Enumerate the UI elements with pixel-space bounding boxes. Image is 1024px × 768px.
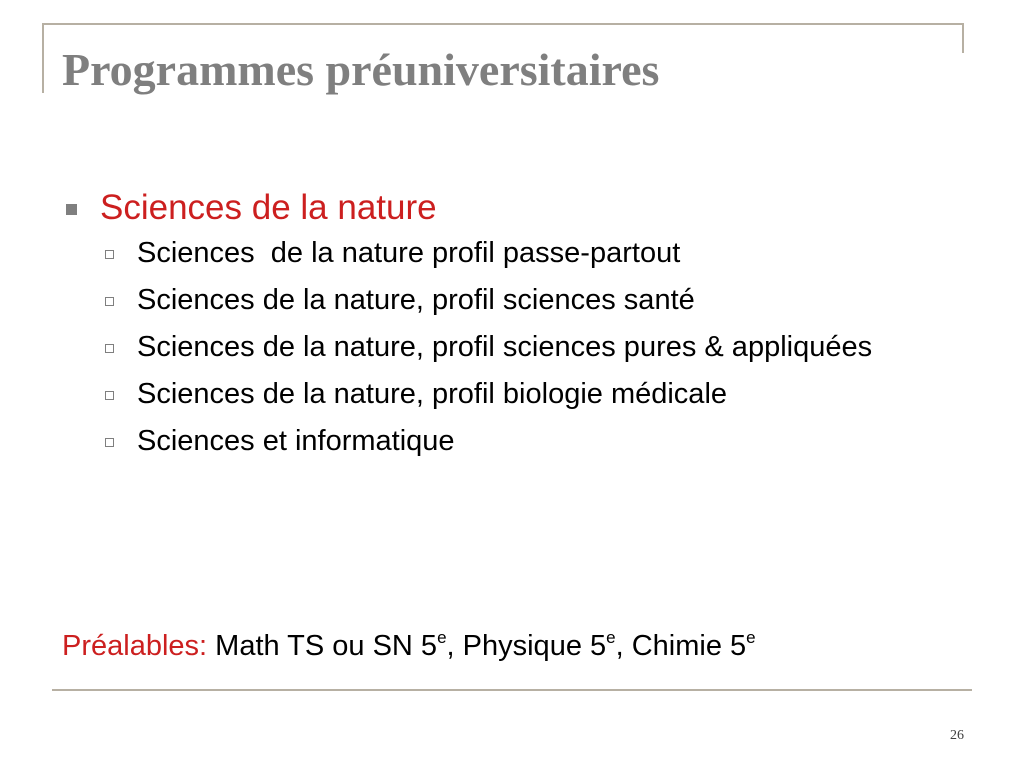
sub-bullet-label: Sciences de la nature, profil sciences pures & appliquées: [137, 331, 873, 363]
hollow-square-bullet-icon: [105, 250, 114, 259]
hollow-square-bullet-icon: [105, 438, 114, 447]
frame-top-line: [42, 23, 964, 25]
frame-right-tick: [962, 23, 964, 53]
sub-bullet-label: Sciences de la nature, profil sciences santé: [137, 284, 695, 316]
hollow-square-bullet-icon: [105, 344, 114, 353]
footer-divider: [52, 689, 972, 691]
prereq-chemistry: , Chimie 5: [615, 630, 747, 662]
sub-bullet-item: [62, 283, 942, 317]
sub-bullet-item: [62, 236, 942, 270]
prerequisites-line: [62, 628, 756, 664]
slide-content: [62, 186, 942, 458]
prereq-physics: , Physique 5: [446, 630, 607, 662]
filled-square-bullet-icon: [66, 204, 77, 215]
sub-bullet-list: [62, 236, 942, 458]
ordinal-suffix: e: [606, 628, 616, 647]
hollow-square-bullet-icon: [105, 391, 114, 400]
ordinal-suffix: e: [437, 628, 447, 647]
sub-bullet-item: [62, 424, 942, 458]
hollow-square-bullet-icon: [105, 297, 114, 306]
page-number: 26: [950, 728, 964, 743]
frame-left-line: [42, 23, 44, 93]
sub-bullet-item: [62, 377, 942, 411]
sub-bullet-label: Sciences et informatique: [137, 425, 455, 457]
sub-bullet-label: Sciences de la nature, profil biologie médicale: [137, 378, 728, 410]
sub-bullet-label: Sciences de la nature profil passe-partout: [137, 237, 681, 269]
bullet-item-sciences-nature: [62, 186, 942, 230]
ordinal-suffix: e: [746, 628, 756, 647]
prerequisites-label: Préalables:: [62, 630, 208, 662]
bullet-item-label: Sciences de la nature: [100, 188, 437, 227]
slide-title: Programmes préuniversitaires: [62, 44, 660, 95]
prereq-math: Math TS ou SN 5: [215, 630, 438, 662]
sub-bullet-item: [62, 330, 942, 364]
